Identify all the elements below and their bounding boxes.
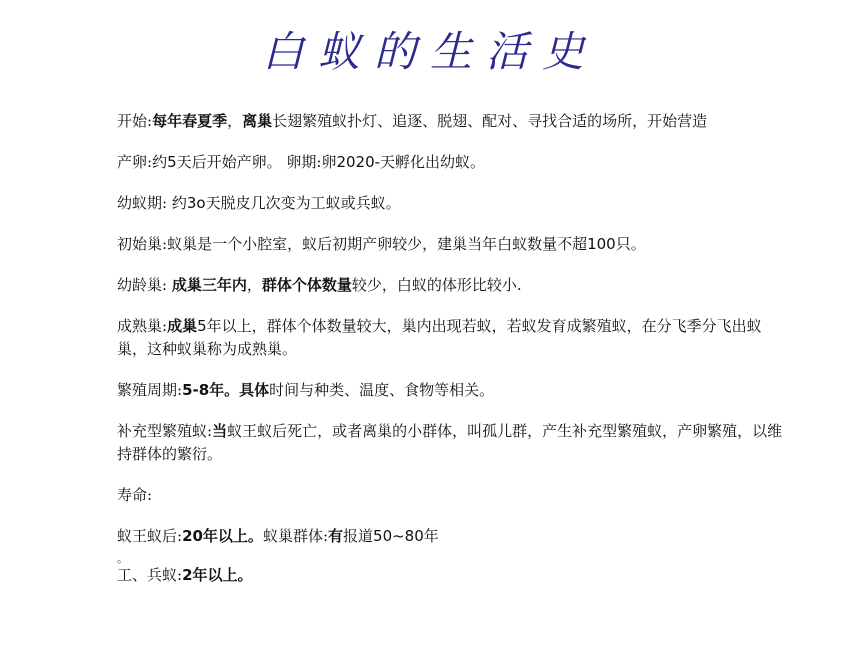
para-mature [117,315,787,361]
mature-text: 年以上，群体个体数量较大，巢内出现若蚁，若蚁发育成繁殖蚁，在分飞季分飞出蚁巢，这种蚁巢称为成熟巢。 [117,317,762,358]
egg-text-3: 天孵化出幼蚁。 [380,153,486,171]
king-queen-text-3: 年 [423,527,439,545]
para-breeding [117,379,787,402]
young-number: 3o [186,194,206,212]
juvenile-text-1: ， [246,276,262,294]
juvenile-label: 幼龄巢: [117,276,172,294]
para-egg [117,151,787,174]
para-juvenile [117,274,787,297]
mature-number: 5 [197,317,207,335]
para-lifespan [117,484,787,507]
slide-body [117,110,787,605]
start-bold-2: 离巢 [242,112,273,130]
start-text-2: 长翅繁殖蚁扑灯、追逐、脱翅、配对、寻找合适的场所，开始营造 [272,112,708,130]
young-label: 幼蚁期: [117,194,172,212]
king-queen-bold-1: 20年以上。 [182,527,263,545]
king-queen-number: 50~80 [373,527,424,545]
lifespan-label: 寿命: [117,486,153,504]
supplementary-label: 补充型繁殖蚁: [117,422,213,440]
egg-text-1: 约 [152,153,168,171]
mature-bold: 成巢 [167,317,198,335]
supplementary-text: 蚁王蚁后死亡，或者离巢的小群体，叫孤儿群，产生补充型繁殖蚁，产卵繁殖，以维持群体的繁衍。 [117,422,783,463]
young-text-1: 约 [171,194,187,212]
king-queen-bold-2: 有 [328,527,344,545]
para-young [117,192,787,215]
breeding-text: 时间与种类、温度、食物等相关。 [269,381,495,399]
para-king-queen [117,525,787,548]
para-start [117,110,787,133]
para-supplementary [117,420,787,466]
egg-text-2: 天后开始产卵。 卵期: [176,153,322,171]
initial-text-1: 蚁巢是一个小腔室，蚁后初期产卵较少，建巢当年白蚁数量不超 [167,235,588,253]
king-queen-label: 蚁王蚁后: [117,527,183,545]
para-workers [117,564,787,587]
para-initial [117,233,787,256]
young-text-2: 天脱皮几次变为工蚁或兵蚁。 [205,194,401,212]
initial-text-2: 只。 [615,235,646,253]
king-queen-text-1: 蚁巢群体: [262,527,328,545]
stray-period: 。 [117,552,128,565]
breeding-label: 繁殖周期: [117,381,183,399]
breeding-bold: 5-8年。具体 [182,381,270,399]
juvenile-bold-1: 成巢三年内 [171,276,247,294]
juvenile-text-2: 较少，白蚁的体形比较小. [351,276,522,294]
egg-label: 产卵: [117,153,153,171]
slide-title: 白蚁的生活史 [261,27,598,76]
workers-label: 工、兵蚁: [117,566,183,584]
king-queen-text-2: 报道 [343,527,374,545]
supplementary-bold: 当 [212,422,228,440]
egg-number: 5 [167,153,177,171]
initial-label: 初始巢: [117,235,168,253]
workers-bold: 2年以上。 [182,566,253,584]
start-label: 开始: [117,112,153,130]
egg-bold: 卵2020- [321,153,381,171]
juvenile-bold-2: 群体个体数量 [261,276,352,294]
start-bold-1: 每年春夏季 [152,112,228,130]
mature-label: 成熟巢: [117,317,168,335]
start-text-1: ， [227,112,243,130]
initial-number: 100 [587,235,616,253]
